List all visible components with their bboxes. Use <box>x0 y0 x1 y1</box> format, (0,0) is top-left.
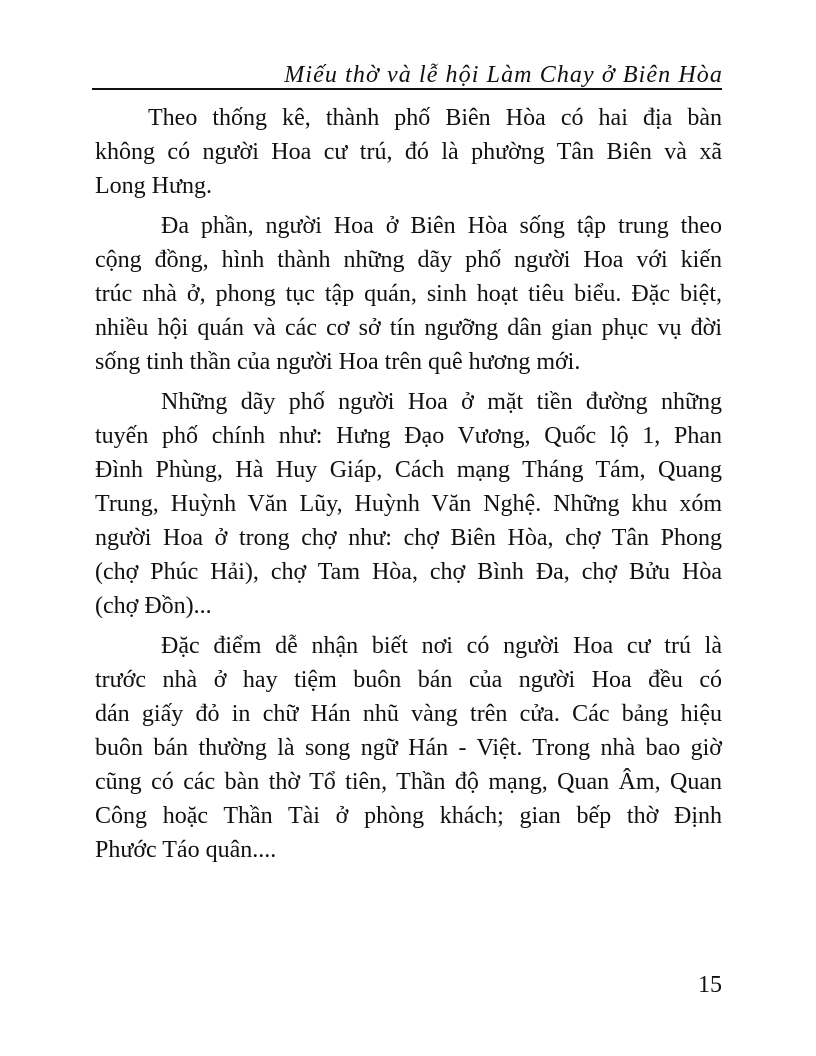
paragraph <box>95 385 722 623</box>
running-title: Miếu thờ và lễ hội Làm Chay ở Biên Hòa <box>284 62 723 88</box>
text-line: Phước Táo quân.... <box>95 837 277 863</box>
text-line: sống tinh thần của người Hoa trên quê hương mới. <box>95 349 581 375</box>
text-line: Đặc điểm dễ nhận biết nơi có người Hoa cư trú là <box>161 633 722 659</box>
paragraph <box>95 209 722 379</box>
text-line: Công hoặc Thần Tài ở phòng khách; gian bếp thờ Định <box>95 803 722 829</box>
text-line: tuyến phố chính như: Hưng Đạo Vương, Quốc lộ 1, Phan <box>95 423 722 449</box>
text-line: không có người Hoa cư trú, đó là phường Tân Biên và xã <box>95 139 722 165</box>
header-rule <box>92 88 722 90</box>
paragraph <box>95 629 722 867</box>
text-line: Trung, Huỳnh Văn Lũy, Huỳnh Văn Nghệ. Những khu xóm <box>95 491 722 517</box>
text-line: nhiều hội quán và các cơ sở tín ngưỡng dân gian phục vụ đời <box>95 315 722 341</box>
text-line: cũng có các bàn thờ Tổ tiên, Thần độ mạng, Quan Âm, Quan <box>95 769 722 795</box>
text-line: người Hoa ở trong chợ như: chợ Biên Hòa, chợ Tân Phong <box>95 525 722 551</box>
text-line: Những dãy phố người Hoa ở mặt tiền đường những <box>161 389 722 415</box>
text-line: trước nhà ở hay tiệm buôn bán của người Hoa đều có <box>95 667 722 693</box>
text-line: Long Hưng. <box>95 173 212 199</box>
text-line: buôn bán thường là song ngữ Hán - Việt. Trong nhà bao giờ <box>95 735 722 761</box>
text-line: (chợ Phúc Hải), chợ Tam Hòa, chợ Bình Đa, chợ Bửu Hòa <box>95 559 722 585</box>
text-line: dán giấy đỏ in chữ Hán nhũ vàng trên cửa. Các bảng hiệu <box>95 701 722 727</box>
text-line: Theo thống kê, thành phố Biên Hòa có hai địa bàn <box>148 105 722 131</box>
text-line: Đình Phùng, Hà Huy Giáp, Cách mạng Tháng Tám, Quang <box>95 457 722 483</box>
text-line: cộng đồng, hình thành những dãy phố người Hoa với kiến <box>95 247 722 273</box>
text-line: trúc nhà ở, phong tục tập quán, sinh hoạt tiêu biểu. Đặc biệt, <box>95 281 722 307</box>
text-line: (chợ Đồn)... <box>95 593 212 619</box>
paragraph <box>95 101 722 203</box>
text-line: Đa phần, người Hoa ở Biên Hòa sống tập trung theo <box>161 213 722 239</box>
page-number: 15 <box>698 972 722 998</box>
body-text <box>95 101 722 867</box>
